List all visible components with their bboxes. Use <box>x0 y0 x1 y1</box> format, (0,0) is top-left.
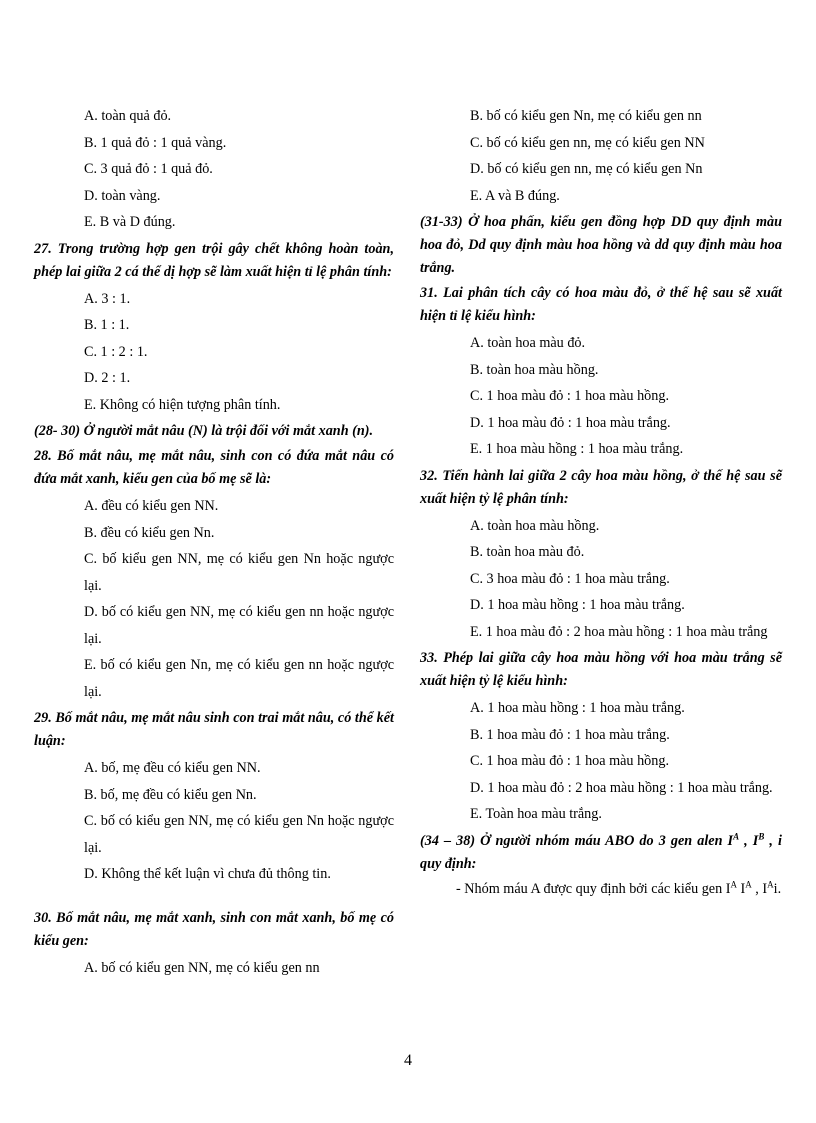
option: D. bố có kiểu gen NN, mẹ có kiểu gen nn hoặc ngược lại. <box>84 604 394 647</box>
question-29: 29. Bố mắt nâu, mẹ mắt nâu sinh con trai mắt nâu, có thể kết luận: <box>34 710 394 749</box>
question-28: 28. Bố mắt nâu, mẹ mắt nâu, sinh con có đứa mắt nâu có đứa mắt xanh, kiểu gen của bố mẹ sẽ là: <box>34 448 394 487</box>
option: B. bố có kiểu gen Nn, mẹ có kiểu gen nn <box>470 108 702 124</box>
group-intro-34-38: (34 – 38) Ở người nhóm máu ABO do 3 gen alen $I^A$ , $I^B$ , i quy định: <box>420 830 782 872</box>
group-intro-31-33: (31-33) Ở hoa phấn, kiểu gen đồng hợp DD quy định màu hoa đỏ, Dd quy định màu hoa hồng và dd quy định màu hoa trắng. <box>420 214 782 276</box>
option: E. A và B đúng. <box>470 187 560 204</box>
question-27: 27. Trong trường hợp gen trội gây chết không hoàn toàn, phép lai giữa 2 cá thể dị hợp sẽ làm xuất hiện tỉ lệ phân tính: <box>34 240 394 280</box>
option: A. bố có kiểu gen NN, mẹ có kiểu gen nn <box>84 959 320 976</box>
option: D. Không thể kết luận vì chưa đủ thông tin. <box>84 866 331 882</box>
option: A. 3 : 1. <box>84 290 131 307</box>
question-31: 31. Lai phân tích cây có hoa màu đỏ, ở thế hệ sau sẽ xuất hiện tỉ lệ kiểu hình: <box>420 285 782 324</box>
option: E. bố có kiểu gen Nn, mẹ có kiểu gen nn hoặc ngược lại. <box>84 657 394 700</box>
option: B. bố, mẹ đều có kiểu gen Nn. <box>84 786 257 803</box>
option: D. 1 hoa màu đỏ : 1 hoa màu trắng. <box>470 414 671 431</box>
option: E. Toàn hoa màu trắng. <box>470 806 602 822</box>
option: C. 3 hoa màu đỏ : 1 hoa màu trắng. <box>470 570 670 587</box>
option: D. 1 hoa màu đỏ : 2 hoa màu hồng : 1 hoa màu trắng. <box>470 779 773 796</box>
question-32: 32. Tiến hành lai giữa 2 cây hoa màu hồng, ở thế hệ sau sẽ xuất hiện tỷ lệ phân tính: <box>420 467 782 507</box>
option: D. bố có kiểu gen nn, mẹ có kiểu gen Nn <box>470 161 703 177</box>
option: A. đều có kiểu gen NN. <box>84 498 219 514</box>
option: E. B và D đúng. <box>84 214 176 230</box>
option: B. toàn hoa màu đỏ. <box>470 544 585 560</box>
option: D. 2 : 1. <box>84 370 131 386</box>
option: C. bố có kiểu gen nn, mẹ có kiểu gen NN <box>470 134 705 151</box>
option: B. 1 : 1. <box>84 317 130 333</box>
option: A. toàn quả đỏ. <box>84 108 172 124</box>
option: E. Không có hiện tượng phân tính. <box>84 396 281 413</box>
option: A. bố, mẹ đều có kiểu gen NN. <box>84 760 261 776</box>
option: D. 1 hoa màu hồng : 1 hoa màu trắng. <box>470 597 685 613</box>
page-number: 4 <box>404 1052 412 1069</box>
right-column <box>420 103 782 901</box>
option: B. 1 hoa màu đỏ : 1 hoa màu trắng. <box>470 726 670 743</box>
option: C. 1 : 2 : 1. <box>84 343 148 360</box>
option: E. 1 hoa màu hồng : 1 hoa màu trắng. <box>470 441 684 457</box>
question-33: 33. Phép lai giữa cây hoa màu hồng với hoa màu trắng sẽ xuất hiện tỷ lệ kiểu hình: <box>420 650 782 689</box>
left-column <box>34 103 394 981</box>
option: C. 3 quả đỏ : 1 quả đỏ. <box>84 161 213 177</box>
option: A. toàn hoa màu đỏ. <box>470 335 586 351</box>
option: A. 1 hoa màu hồng : 1 hoa màu trắng. <box>470 700 685 716</box>
spacer <box>34 888 394 905</box>
question-30: 30. Bố mắt nâu, mẹ mắt xanh, sinh con mắt xanh, bố mẹ có kiểu gen: <box>34 909 394 949</box>
option: B. toàn hoa màu hồng. <box>470 361 599 378</box>
option: E. 1 hoa màu đỏ : 2 hoa màu hồng : 1 hoa màu trắng <box>470 623 768 640</box>
option: B. 1 quả đỏ : 1 quả vàng. <box>84 134 227 151</box>
option: C. bố kiểu gen NN, mẹ có kiểu gen Nn hoặc ngược lại. <box>84 551 394 594</box>
option: C. bố có kiểu gen NN, mẹ có kiểu gen Nn hoặc ngược lại. <box>84 813 394 856</box>
option: A. toàn hoa màu hồng. <box>470 517 600 534</box>
option: C. 1 hoa màu đỏ : 1 hoa màu hồng. <box>470 388 669 404</box>
option: D. toàn vàng. <box>84 187 161 204</box>
option: B. đều có kiểu gen Nn. <box>84 524 215 541</box>
blood-group-note: - Nhóm máu A được quy định bởi các kiểu gen $I^A$ $I^A$ , $I^Ai$. <box>456 878 782 897</box>
group-intro-28-30: (28- 30) Ở người mắt nâu (N) là trội đối với mắt xanh (n). <box>34 423 374 439</box>
option: C. 1 hoa màu đỏ : 1 hoa màu hồng. <box>470 753 669 769</box>
